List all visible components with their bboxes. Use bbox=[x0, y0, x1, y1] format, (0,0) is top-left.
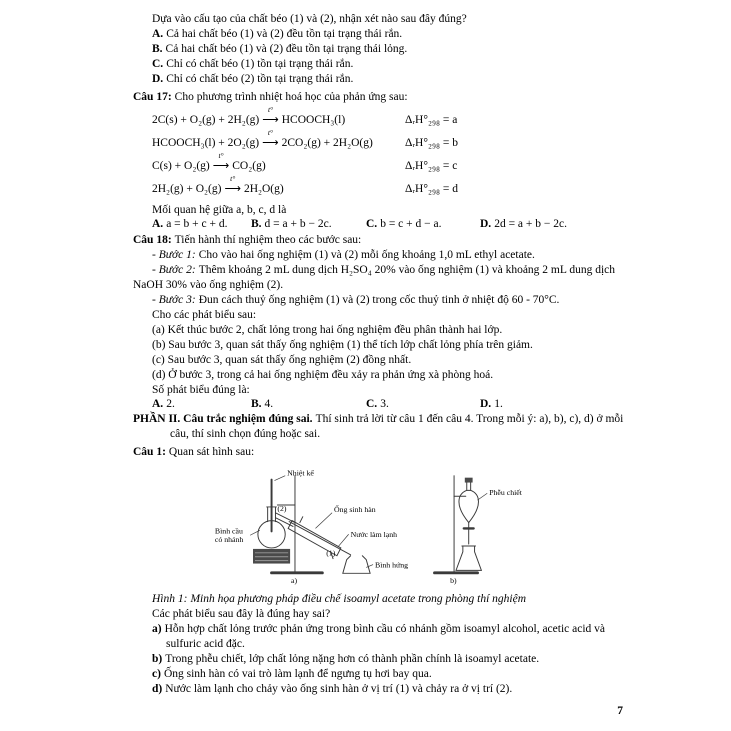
equation-rhs: 2CO₂(g) + 2H₂O(g) bbox=[281, 137, 373, 149]
equation bbox=[152, 105, 405, 128]
label-flask-line2: có nhánh bbox=[214, 535, 244, 545]
equation-row bbox=[152, 151, 630, 174]
equation-rhs: CO₂(g) bbox=[232, 160, 266, 172]
step-label: - Bước 1: bbox=[152, 249, 196, 261]
condenser-inner-tube bbox=[289, 522, 350, 555]
equation-enthalpy: ΔᵣH°₂₉₈ = a bbox=[405, 114, 458, 126]
arrow-condition: t° bbox=[267, 105, 274, 114]
equation-lhs: 2H₂(g) + O₂(g) bbox=[152, 183, 222, 195]
arrow-glyph: ⟶ bbox=[262, 137, 279, 149]
statement-item bbox=[152, 682, 630, 697]
erlenmeyer-flask-b bbox=[456, 546, 481, 570]
reaction-arrow bbox=[221, 174, 244, 197]
separating-funnel bbox=[459, 490, 479, 522]
option-text: d = a + b − 2c. bbox=[264, 218, 332, 230]
label-sub-a: a) bbox=[291, 576, 298, 586]
option-letter: B. bbox=[251, 218, 262, 230]
label-thermometer: Nhiệt kế bbox=[287, 468, 314, 478]
statement-letter: b) bbox=[152, 653, 163, 665]
answer-option bbox=[152, 27, 630, 42]
question-stem: Quan sát hình sau: bbox=[168, 446, 255, 458]
answer-option bbox=[251, 398, 366, 410]
question-stem: Cho phương trình nhiệt hoá học của phản ứng sau: bbox=[174, 91, 408, 103]
equation bbox=[152, 151, 405, 174]
step-text: Đun cách thuỷ ống nghiệm (1) và (2) trong cốc thuỷ tinh ở nhiệt độ 60 - 70°C. bbox=[198, 294, 560, 306]
answer-option bbox=[152, 398, 251, 410]
q18-options-row bbox=[152, 398, 630, 410]
step-item bbox=[152, 293, 630, 308]
option-letter: D. bbox=[152, 73, 164, 85]
equation-rhs: HCOOCH₃(l) bbox=[281, 114, 346, 126]
label-separating-funnel: Phễu chiết bbox=[489, 488, 522, 498]
option-text: Chỉ có chất béo (2) tồn tại trạng thái rắn. bbox=[166, 73, 354, 85]
statement-text: Nước làm lạnh cho chảy vào ống sinh hàn ở vị trí (1) và chảy ra ở vị trí (2). bbox=[165, 683, 513, 695]
receiver-flask bbox=[343, 556, 370, 574]
answer-option bbox=[366, 398, 480, 410]
reaction-arrow bbox=[259, 128, 282, 151]
q17-options-row bbox=[152, 218, 630, 230]
arrow-condition: t° bbox=[267, 128, 273, 137]
statement-text: Ống sinh hàn có vai trò làm lạnh để ngưng tụ hơi bay qua. bbox=[163, 668, 432, 680]
statement-letter: d) bbox=[152, 683, 163, 695]
figure-container bbox=[203, 464, 630, 589]
water-port-2 bbox=[300, 517, 303, 523]
answer-option bbox=[152, 57, 630, 72]
option-text: b = c + d − a. bbox=[380, 218, 442, 230]
equation-block bbox=[133, 105, 630, 197]
statement-letter: a) bbox=[152, 623, 162, 635]
label-sub-b: b) bbox=[450, 576, 457, 586]
statement-text: Trong phễu chiết, lớp chất lỏng nặng hơn có thành phần chính là isoamyl acetate. bbox=[165, 653, 540, 665]
reaction-arrow bbox=[259, 105, 282, 128]
relation-line: Mối quan hệ giữa a, b, c, d là bbox=[152, 204, 287, 216]
option-text: 2. bbox=[166, 398, 175, 410]
answer-option bbox=[480, 398, 630, 410]
equation-enthalpy: ΔᵣH°₂₉₈ = d bbox=[405, 183, 458, 195]
statement-item: (c) Sau bước 3, quan sát thấy ống nghiệm (2) đồng nhất. bbox=[152, 354, 412, 366]
part2-header bbox=[133, 412, 630, 442]
heater-block bbox=[253, 549, 290, 564]
equation-row bbox=[152, 174, 630, 197]
label-flask-line1: Bình cầu bbox=[214, 526, 243, 536]
question-1-header bbox=[133, 445, 630, 460]
option-text: 2d = a + b − 2c. bbox=[494, 218, 567, 230]
arrow-glyph: ⟶ bbox=[224, 183, 241, 195]
answer-option bbox=[152, 218, 251, 230]
label-condenser: Ống sinh hàn bbox=[334, 504, 376, 514]
question-17-header bbox=[133, 90, 630, 105]
equation-enthalpy: ΔᵣH°₂₉₈ = b bbox=[405, 137, 458, 149]
apparatus-figure bbox=[203, 464, 548, 586]
reaction-arrow bbox=[210, 151, 233, 174]
label-port2: (2) bbox=[277, 503, 287, 513]
option-letter: B. bbox=[251, 398, 262, 410]
equation-lhs: 2C(s) + O₂(g) + 2H₂(g) bbox=[152, 114, 260, 126]
question-stem: Dựa vào cấu tạo của chất béo (1) và (2), nhận xét nào sau đây đúng? bbox=[152, 13, 467, 25]
option-text: 4. bbox=[264, 398, 274, 410]
statement-item: (a) Kết thúc bước 2, chất lỏng trong hai ống nghiệm đều phân thành hai lớp. bbox=[152, 324, 503, 336]
equation bbox=[152, 174, 405, 197]
statement-item bbox=[152, 667, 630, 682]
part2-instruction: Thí sinh trả lời từ câu 1 đến câu 4. Trong mỗi ý: a), b), c), d) ở mỗi câu, thí sinh chọn đúng hoặc sai. bbox=[170, 413, 624, 440]
option-letter: A. bbox=[152, 218, 164, 230]
option-letter: D. bbox=[480, 398, 492, 410]
figure-caption-text: Minh họa phương pháp điều chế isoamyl acetate trong phòng thí nghiệm bbox=[190, 593, 527, 605]
answer-option bbox=[152, 42, 630, 57]
question-label: Câu 18: bbox=[133, 234, 172, 246]
option-letter: C. bbox=[366, 398, 378, 410]
arrow-glyph: ⟶ bbox=[212, 160, 230, 172]
equation-row bbox=[152, 105, 630, 128]
equation-row bbox=[152, 128, 630, 151]
part2-label: PHẦN II. Câu trắc nghiệm đúng sai. bbox=[133, 413, 313, 425]
option-text: a = b + c + d. bbox=[166, 218, 228, 230]
label-cooling-water: Nước làm lạnh bbox=[350, 530, 398, 540]
option-letter: A. bbox=[152, 398, 164, 410]
page-number: 7 bbox=[617, 705, 623, 717]
equation bbox=[152, 128, 405, 151]
statement-item bbox=[152, 652, 630, 667]
statement-item bbox=[152, 622, 630, 652]
equation-lhs: HCOOCH₃(l) + 2O₂(g) bbox=[152, 137, 260, 149]
step-text: Cho vào hai ống nghiệm (1) và (2) mỗi ống khoảng 1,0 mL ethyl acetate. bbox=[198, 249, 535, 261]
funnel-stopper bbox=[465, 478, 473, 483]
q1-question-line: Các phát biểu sau đây là đúng hay sai? bbox=[152, 608, 331, 620]
step-text: Thêm khoảng 2 mL dung dịch H₂SO₄ 20% vào ống nghiệm (1) và khoảng 2 mL dung dịch NaOH 30% vào ống nghiệm (2). bbox=[133, 264, 616, 291]
arrow-condition: t° bbox=[218, 151, 224, 160]
step-item bbox=[133, 263, 630, 293]
answer-option bbox=[480, 218, 630, 230]
statements-intro: Cho các phát biểu sau: bbox=[152, 309, 257, 321]
statement-text: Hỗn hợp chất lỏng trước phản ứng trong bình cầu có nhánh gồm isoamyl alcohol, acetic acid và sulfuric acid đặc. bbox=[164, 623, 606, 650]
label-port1: (1) bbox=[326, 548, 336, 558]
option-text: 3. bbox=[380, 398, 389, 410]
figure-caption bbox=[152, 592, 630, 607]
figure-caption-label: Hình 1: bbox=[152, 593, 188, 605]
option-text: Chỉ có chất béo (1) tồn tại trạng thái rắn. bbox=[166, 58, 354, 70]
count-line: Số phát biểu đúng là: bbox=[152, 384, 250, 396]
answer-option bbox=[366, 218, 480, 230]
step-label: - Bước 2: bbox=[152, 264, 196, 276]
question-label: Câu 1: bbox=[133, 446, 166, 458]
statement-item: (b) Sau bước 3, quan sát thấy ống nghiệm (1) thể tích lớp chất lỏng phía trên giảm. bbox=[152, 339, 533, 351]
step-label: - Bước 3: bbox=[152, 294, 196, 306]
option-text: Cả hai chất béo (1) và (2) đều tồn tại trạng thái lỏng. bbox=[165, 43, 408, 55]
equation-lhs: C(s) + O₂(g) bbox=[152, 160, 210, 172]
question-label: Câu 17: bbox=[133, 91, 172, 103]
page-content bbox=[133, 12, 630, 697]
option-letter: D. bbox=[480, 218, 492, 230]
option-letter: B. bbox=[152, 43, 163, 55]
answer-option bbox=[251, 218, 366, 230]
option-letter: C. bbox=[152, 58, 164, 70]
label-receiver: Bình hứng bbox=[375, 560, 409, 570]
option-text: 1. bbox=[494, 398, 503, 410]
statement-item: (d) Ở bước 3, trong cả hai ống nghiệm đều xảy ra phản ứng xà phòng hoá. bbox=[152, 369, 494, 381]
statement-letter: c) bbox=[152, 668, 161, 680]
arrow-condition: t° bbox=[230, 174, 236, 183]
answer-option bbox=[152, 72, 630, 87]
step-item bbox=[152, 248, 630, 263]
question-18-header bbox=[133, 233, 630, 248]
option-letter: C. bbox=[366, 218, 378, 230]
equation-rhs: 2H₂O(g) bbox=[243, 183, 284, 195]
option-text: Cả hai chất béo (1) và (2) đều tồn tại trạng thái rắn. bbox=[166, 28, 403, 40]
option-letter: A. bbox=[152, 28, 164, 40]
arrow-glyph: ⟶ bbox=[262, 114, 279, 126]
question-stem: Tiến hành thí nghiệm theo các bước sau: bbox=[174, 234, 362, 246]
equation-enthalpy: ΔᵣH°₂₉₈ = c bbox=[405, 160, 458, 172]
